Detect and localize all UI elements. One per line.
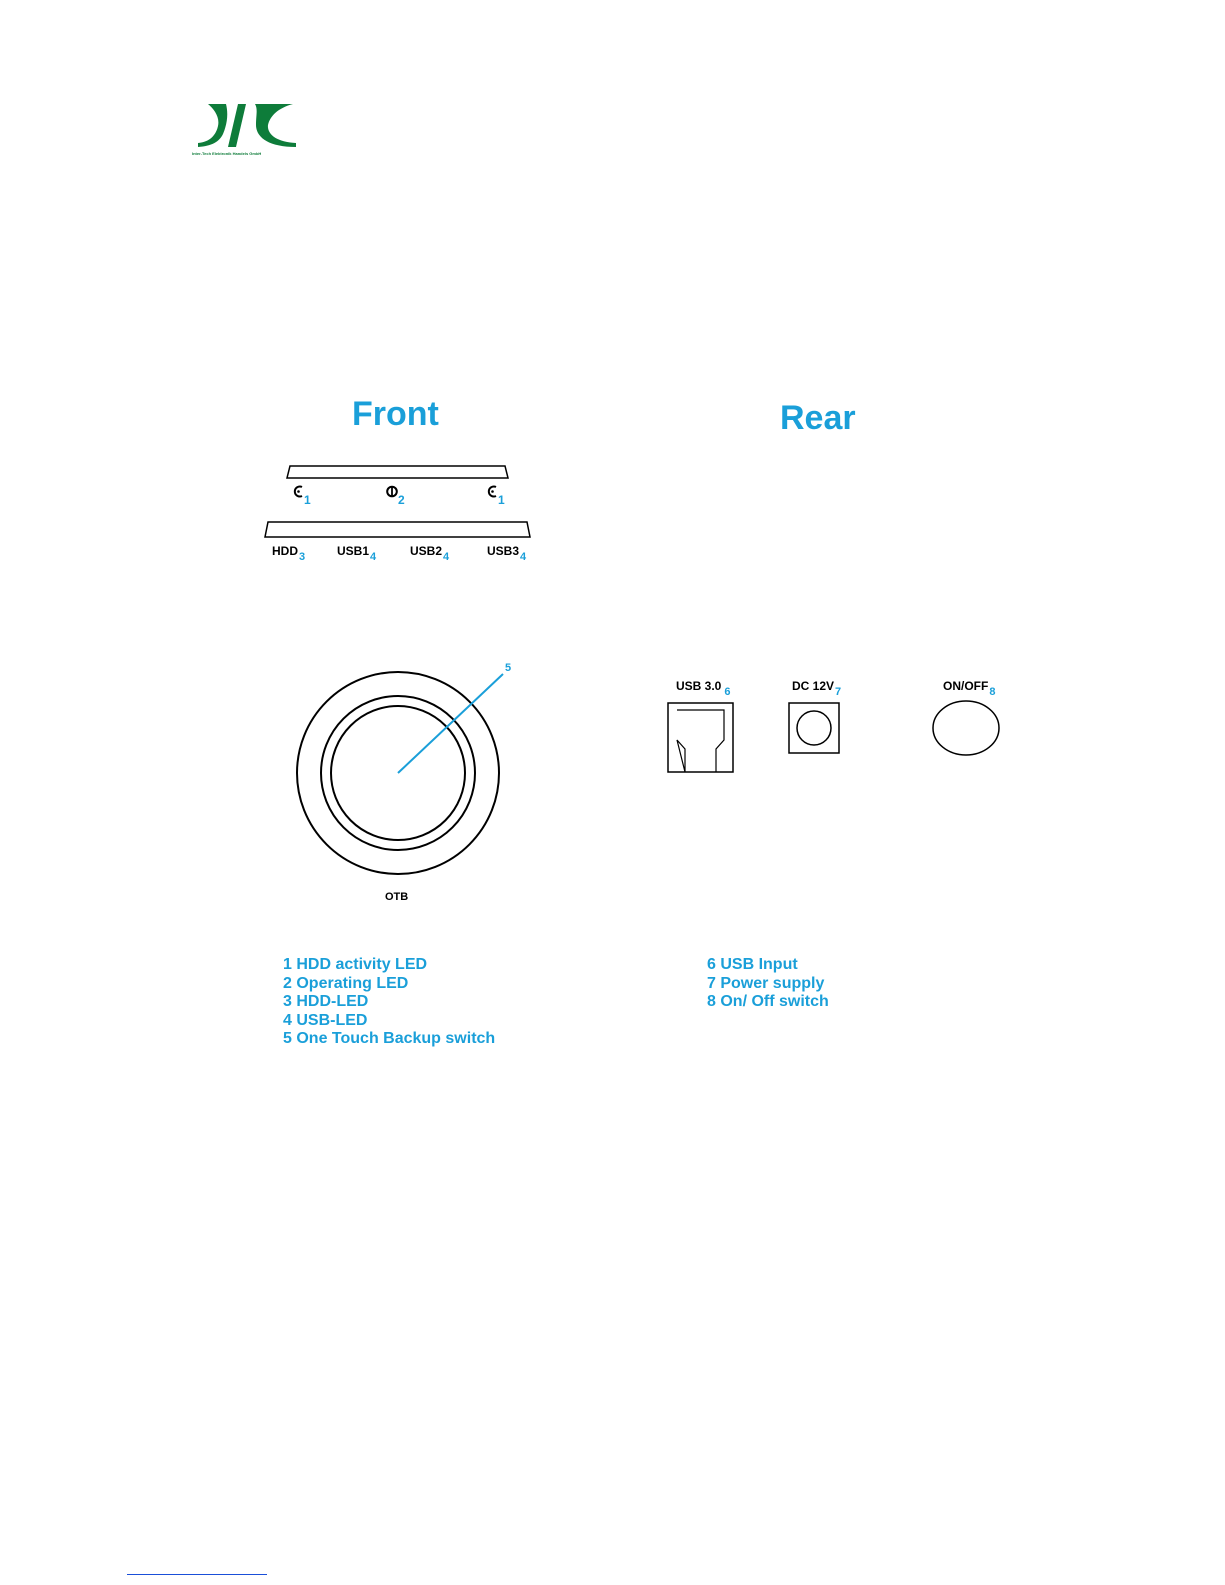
power-led-icon bbox=[387, 487, 397, 497]
power-switch-icon bbox=[933, 701, 999, 755]
hdd-activity-led-icon bbox=[295, 487, 302, 497]
legend-item: 7 Power supply bbox=[707, 974, 825, 992]
front-led-usb1 bbox=[337, 544, 377, 563]
rear-port-usb-num: 6 bbox=[724, 686, 731, 698]
front-led-usb1-num: 4 bbox=[370, 551, 377, 563]
front-led-hdd bbox=[272, 544, 306, 563]
front-led-usb2 bbox=[410, 544, 450, 563]
front-led-usb2-num: 4 bbox=[443, 551, 450, 563]
rear-port-onoff bbox=[943, 679, 996, 698]
callout-line-5 bbox=[398, 674, 503, 773]
otb-button-drawing bbox=[297, 672, 503, 874]
front-led-hdd-label: HDD bbox=[272, 544, 298, 558]
rear-port-dc-label: DC 12V bbox=[792, 679, 835, 693]
legend-item: 3 HDD-LED bbox=[283, 993, 369, 1010]
front-led-usb3-num: 4 bbox=[520, 551, 527, 563]
rear-port-usb-label: USB 3.0 bbox=[676, 679, 722, 693]
legend-item: 4 USB-LED bbox=[283, 1011, 368, 1029]
rear-title: Rear bbox=[780, 399, 856, 437]
rear-port-dc-num: 7 bbox=[835, 686, 842, 698]
legend-item: 8 On/ Off switch bbox=[707, 993, 829, 1010]
front-led-usb3-label: USB3 bbox=[487, 544, 520, 558]
dc-jack-icon bbox=[789, 703, 839, 753]
legend-left bbox=[283, 956, 495, 1049]
legend-item: 5 One Touch Backup switch bbox=[283, 1030, 496, 1047]
legend-item: 6 USB Input bbox=[707, 956, 798, 973]
front-bottom-strip bbox=[265, 522, 530, 537]
hdd-activity-led-icon bbox=[489, 487, 496, 497]
front-led-usb3 bbox=[487, 544, 527, 563]
otb-label: OTB bbox=[385, 891, 409, 903]
front-title: Front bbox=[352, 395, 439, 433]
legend-item: 2 Operating LED bbox=[283, 974, 409, 992]
front-top-led-num-2: 2 bbox=[398, 493, 405, 507]
otb-callout-num: 5 bbox=[505, 662, 512, 674]
front-top-strip bbox=[287, 466, 508, 478]
rear-port-usb bbox=[676, 679, 731, 698]
rear-port-dc bbox=[792, 679, 842, 698]
usb-port-icon bbox=[668, 703, 733, 772]
front-led-hdd-num: 3 bbox=[299, 551, 306, 563]
rear-port-onoff-label: ON/OFF bbox=[943, 679, 989, 693]
front-top-led-num-3: 1 bbox=[498, 493, 505, 507]
legend-right bbox=[707, 956, 829, 1012]
legend-item: 1 HDD activity LED bbox=[283, 956, 428, 973]
front-led-usb2-label: USB2 bbox=[410, 544, 443, 558]
company-tagline: Inter-Tech Elektronik Handels GmbH bbox=[192, 151, 262, 156]
footer-link-underline bbox=[127, 1574, 267, 1575]
rear-port-onoff-num: 8 bbox=[989, 686, 996, 698]
front-led-usb1-label: USB1 bbox=[337, 544, 370, 558]
front-top-led-num-1: 1 bbox=[304, 493, 311, 507]
